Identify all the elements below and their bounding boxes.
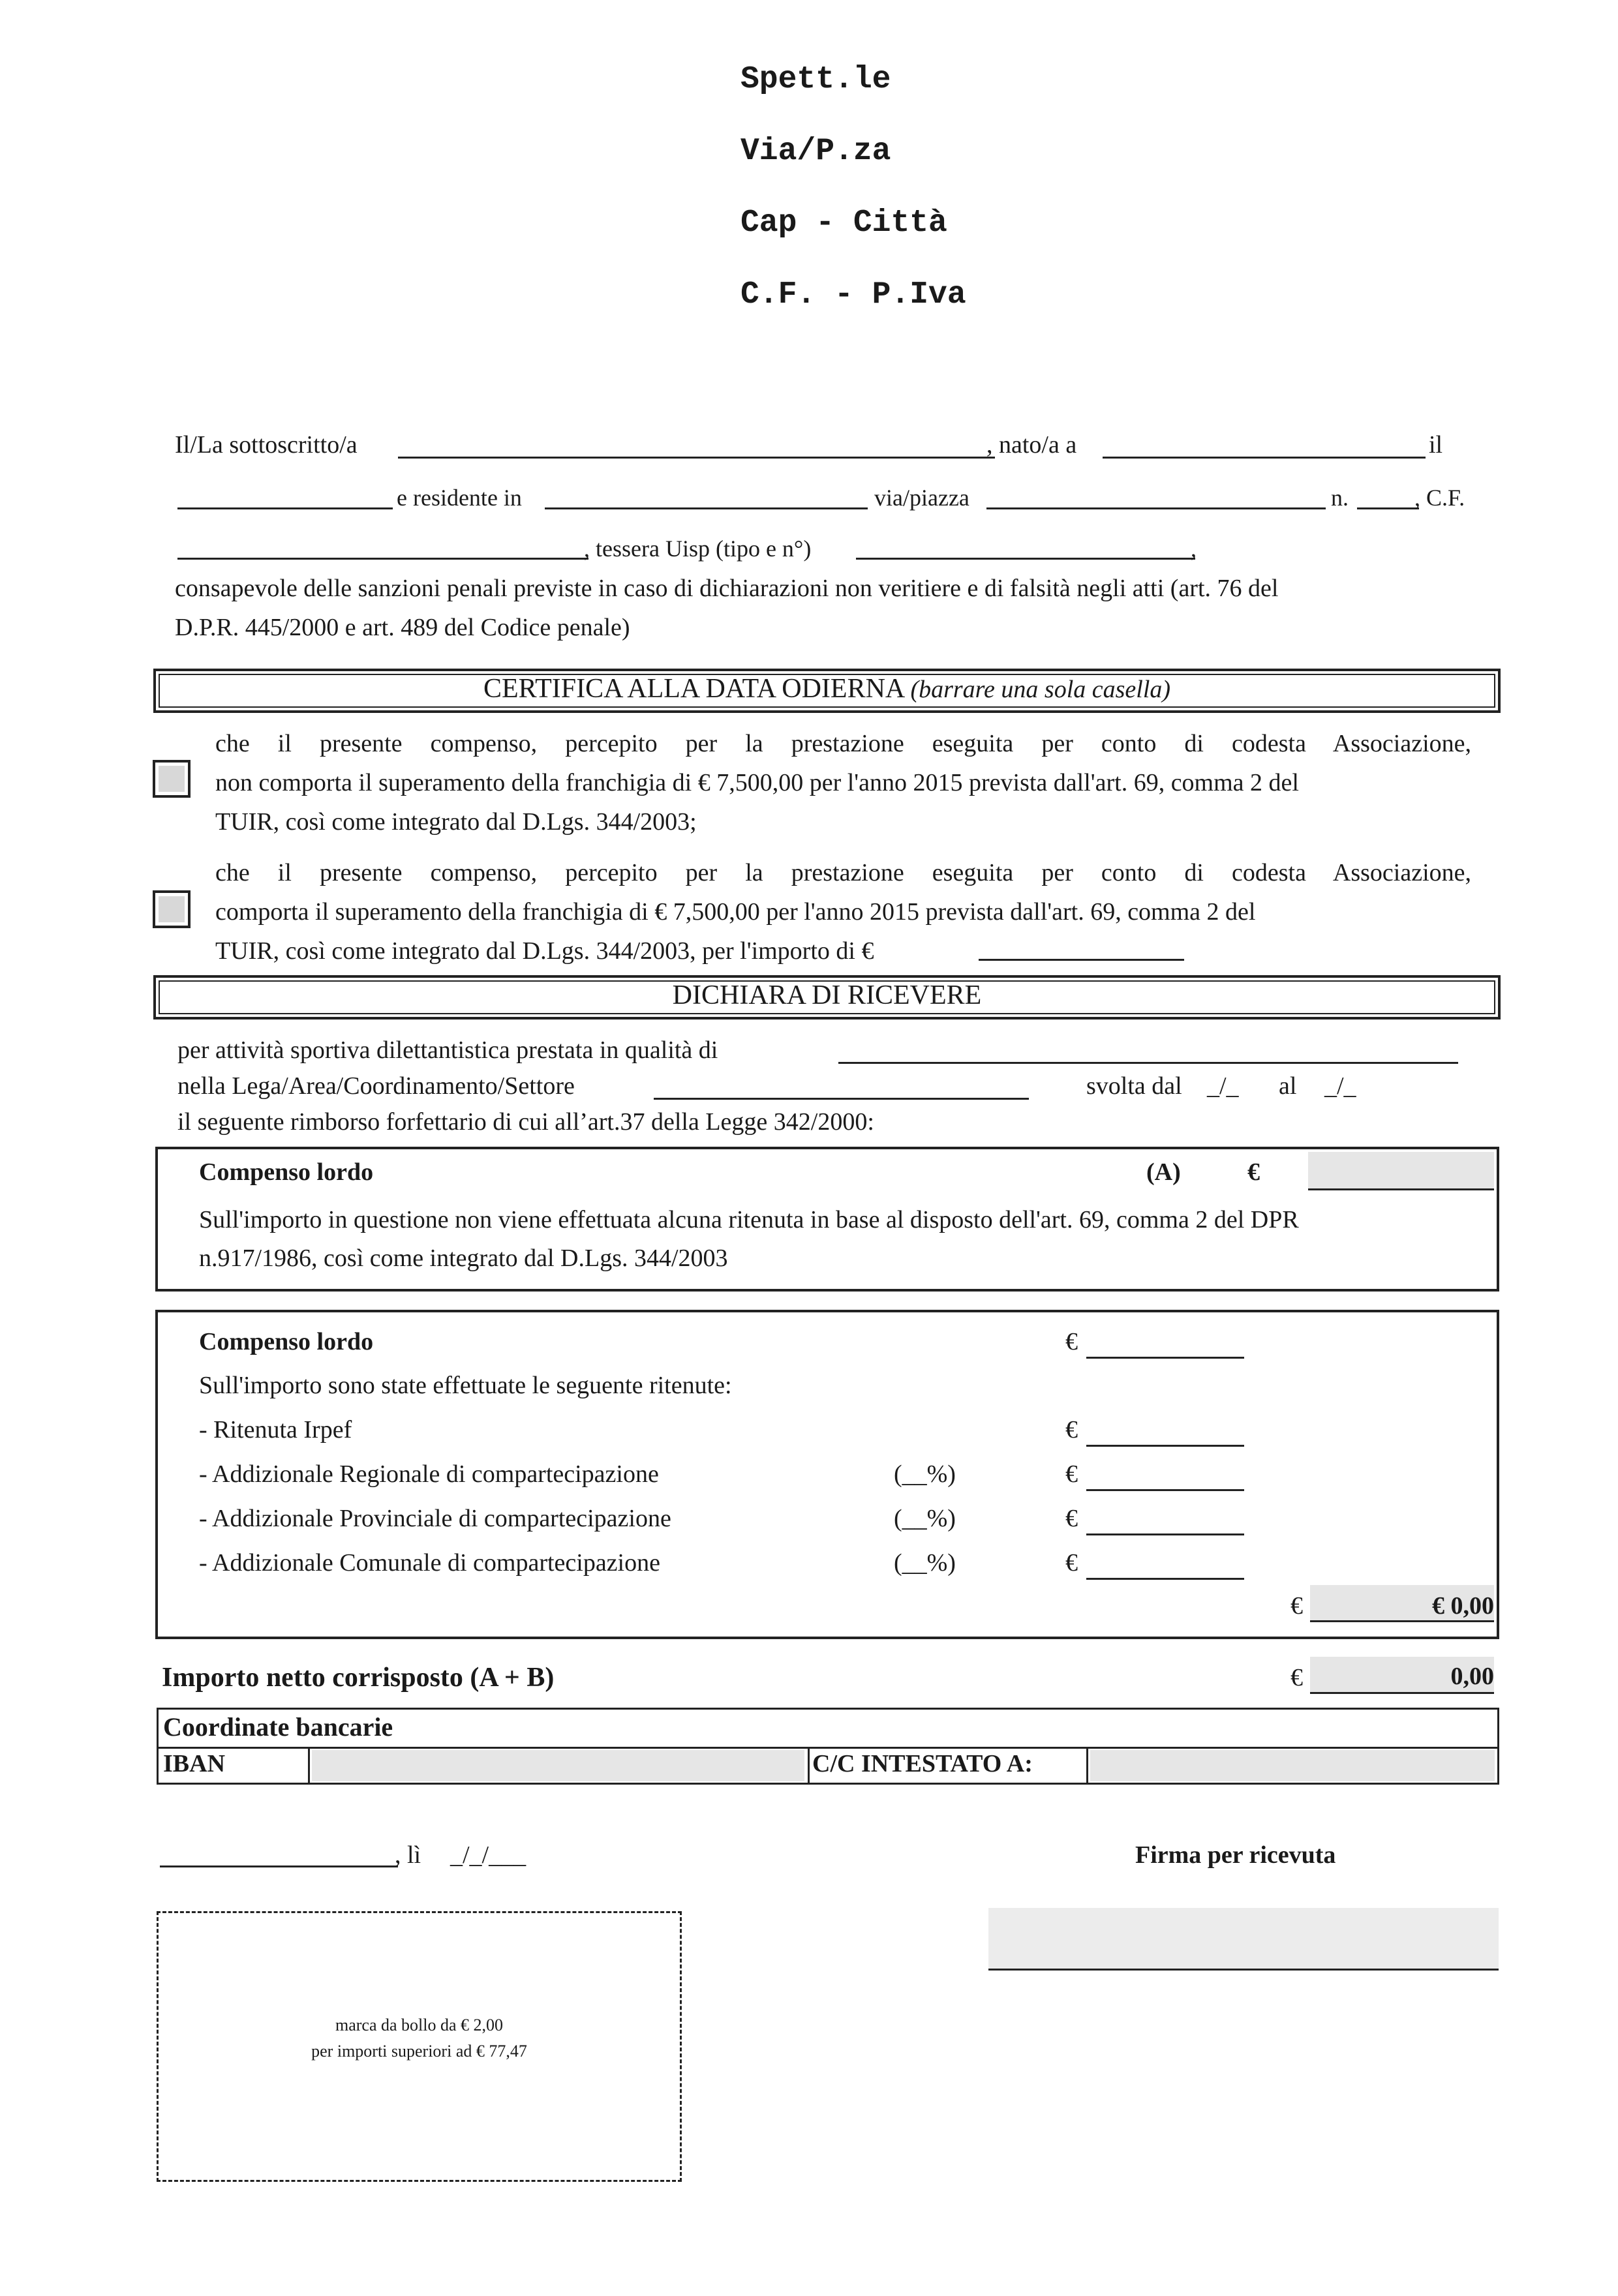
nato-label: , nato/a a xyxy=(986,431,1077,459)
place-field[interactable] xyxy=(160,1865,398,1867)
consapevole-text-1: consapevole delle sanzioni penali previste in caso di dichiarazioni non veritiere e di falsità negli atti (art. 76 del xyxy=(175,575,1279,602)
add-provinciale-field[interactable] xyxy=(1086,1533,1244,1535)
add-provinciale-pct[interactable]: (__%) xyxy=(894,1505,956,1532)
addressee-cap: Cap - Città xyxy=(740,205,947,241)
attivita-label: per attività sportiva dilettantistica prestata in qualità di xyxy=(177,1036,718,1064)
li-label: , lì xyxy=(395,1841,421,1869)
residente-label: e residente in xyxy=(397,485,522,511)
number-field[interactable] xyxy=(1357,507,1419,509)
bank-divider xyxy=(157,1747,1499,1749)
box-b-total-value: € 0,00 xyxy=(1432,1592,1494,1620)
lega-label: nella Lega/Area/Coordinamento/Settore xyxy=(177,1072,575,1100)
dichiara-header xyxy=(153,975,1501,1020)
option2-line2: comporta il superamento della franchigia di € 7,500,00 per l'anno 2015 prevista dall'art. 69, comma 2 del xyxy=(215,898,1256,926)
street-field[interactable] xyxy=(986,507,1326,509)
add-comunale-field[interactable] xyxy=(1086,1578,1244,1580)
lega-field[interactable] xyxy=(654,1098,1029,1100)
name-field[interactable] xyxy=(398,457,995,459)
birthdate-field[interactable] xyxy=(177,507,393,509)
birthplace-field[interactable] xyxy=(1103,457,1426,459)
addressee-via: Via/P.za xyxy=(740,134,891,169)
signature-line xyxy=(988,1969,1499,1971)
box-a-compenso-label: Compenso lordo xyxy=(199,1158,374,1186)
add-regionale-field[interactable] xyxy=(1086,1489,1244,1491)
box-a-note-1: Sull'importo in questione non viene effettuata alcuna ritenuta in base al disposto dell'art. 69, comma 2 del DPR xyxy=(199,1206,1299,1233)
add-regionale-pct[interactable]: (__%) xyxy=(894,1460,956,1488)
box-b-compenso-field[interactable] xyxy=(1086,1357,1244,1359)
intestato-field[interactable] xyxy=(1090,1750,1495,1781)
add-comunale-pct[interactable]: (__%) xyxy=(894,1549,956,1577)
option1-line2: non comporta il superamento della franchigia di € 7,500,00 per l'anno 2015 prevista dall'art. 69, comma 2 del xyxy=(215,769,1299,796)
box-b-total-currency: € xyxy=(1290,1592,1303,1620)
footer-date[interactable]: _/_/___ xyxy=(450,1841,527,1869)
euro-icon: € xyxy=(1065,1416,1078,1443)
ritenuta-irpef-label: - Ritenuta Irpef xyxy=(199,1416,352,1443)
netto-label: Importo netto corrisposto (A + B) xyxy=(162,1663,555,1693)
option1-line1: che il presente compenso, percepito per la prestazione eseguita per conto di codesta Associazione, xyxy=(215,730,1471,757)
intestato-label: C/C INTESTATO A: xyxy=(812,1750,1033,1777)
box-a-tag: (A) xyxy=(1146,1158,1181,1186)
addressee-cf: C.F. - P.Iva xyxy=(740,277,966,312)
netto-currency: € xyxy=(1290,1664,1303,1691)
via-label: via/piazza xyxy=(874,485,969,511)
dichiara-title: DICHIARA DI RICEVERE xyxy=(672,980,982,1010)
certifica-title: CERTIFICA ALLA DATA ODIERNA xyxy=(483,674,904,704)
iban-field[interactable] xyxy=(312,1750,804,1781)
option1-checkbox[interactable] xyxy=(153,760,191,798)
box-a-note-2: n.917/1986, così come integrato dal D.Lgs. 344/2003 xyxy=(199,1245,728,1272)
add-regionale-label: - Addizionale Regionale di compartecipazione xyxy=(199,1460,659,1488)
addressee-spett: Spett.le xyxy=(740,62,891,97)
il-label: il xyxy=(1429,431,1443,459)
box-b-currency: € xyxy=(1065,1328,1078,1355)
add-comunale-label: - Addizionale Comunale di compartecipazione xyxy=(199,1549,660,1577)
option1-text xyxy=(215,724,1471,841)
euro-icon: € xyxy=(1065,1460,1078,1488)
box-b-total-line xyxy=(1310,1620,1494,1622)
option1-line3: TUIR, così come integrato dal D.Lgs. 344/2003; xyxy=(215,808,697,836)
bollo-line-1: marca da bollo da € 2,00 xyxy=(335,2016,504,2034)
residence-field[interactable] xyxy=(545,507,868,509)
cf-label: , C.F. xyxy=(1414,485,1465,511)
option2-checkbox[interactable] xyxy=(153,890,191,928)
rimborso-label: il seguente rimborso forfettario di cui all’art.37 della Legge 342/2000: xyxy=(177,1108,874,1136)
cf-field[interactable] xyxy=(177,558,588,560)
bank-col-divider xyxy=(308,1747,310,1785)
option2-line3: TUIR, così come integrato dal D.Lgs. 344/2003, per l'importo di € xyxy=(215,937,874,965)
bollo-line-2: per importi superiori ad € 77,47 xyxy=(311,2042,527,2061)
firma-label: Firma per ricevuta xyxy=(1135,1841,1336,1869)
al-date[interactable]: _/_ xyxy=(1324,1072,1356,1100)
add-provinciale-label: - Addizionale Provinciale di compartecipazione xyxy=(199,1505,671,1532)
option2-line1: che il presente compenso, percepito per la prestazione eseguita per conto di codesta Associazione, xyxy=(215,859,1471,886)
al-label: al xyxy=(1279,1072,1297,1100)
bank-title: Coordinate bancarie xyxy=(163,1712,393,1742)
bank-col-divider xyxy=(808,1747,810,1785)
netto-line xyxy=(1310,1692,1494,1694)
ritenute-label: Sull'importo sono state effettuate le seguente ritenute: xyxy=(199,1372,732,1399)
netto-value: 0,00 xyxy=(1450,1663,1494,1690)
svolta-label: svolta dal xyxy=(1086,1072,1182,1100)
certifica-header xyxy=(153,669,1501,713)
euro-icon: € xyxy=(1065,1549,1078,1577)
qualita-field[interactable] xyxy=(838,1062,1458,1064)
certifica-subtitle: (barrare una sola casella) xyxy=(910,676,1171,703)
n-label: n. xyxy=(1331,485,1349,511)
box-a-currency: € xyxy=(1247,1158,1260,1186)
importo-field[interactable] xyxy=(979,959,1184,961)
option2-text xyxy=(215,853,1471,971)
svolta-date[interactable]: _/_ xyxy=(1207,1072,1239,1100)
iban-label: IBAN xyxy=(163,1750,226,1777)
tessera-label: , tessera Uisp (tipo e n°) xyxy=(584,536,812,562)
euro-icon: € xyxy=(1065,1505,1078,1532)
tessera-field[interactable] xyxy=(856,558,1195,560)
consapevole-text-2: D.P.R. 445/2000 e art. 489 del Codice penale) xyxy=(175,614,630,641)
sottoscritto-label: Il/La sottoscritto/a xyxy=(175,431,358,459)
tessera-end: , xyxy=(1191,536,1197,562)
box-a-amount-field[interactable] xyxy=(1308,1152,1494,1188)
signature-field[interactable] xyxy=(988,1908,1499,1970)
box-b-compenso-label: Compenso lordo xyxy=(199,1328,374,1355)
irpef-field[interactable] xyxy=(1086,1445,1244,1447)
box-a-amount-line xyxy=(1308,1188,1494,1190)
bank-col-divider xyxy=(1086,1747,1088,1785)
